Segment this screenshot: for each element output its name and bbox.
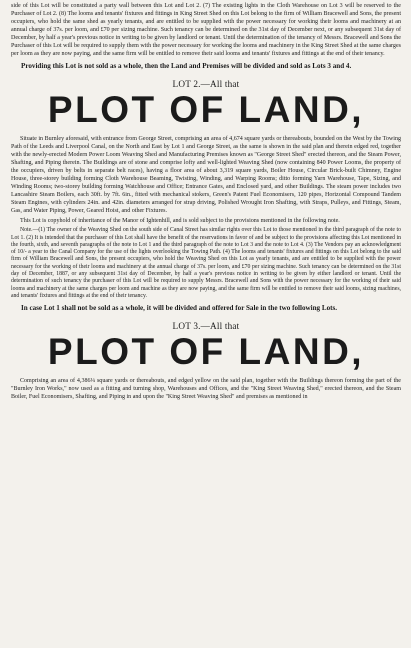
lot-2-heading: LOT 2.—All that	[172, 78, 240, 89]
lot-2-description: Situate in Burnley aforesaid, with entrance from George Street, comprising an area of 4,674 square yards or thereabouts, bounded on the West by the Towing Path of the Leeds and Liverpool Canal, on the North and East by Lot 1 and George Street, as the same is shown in the said plan and therein edged red, together with the newly-erected Modern Power Loom Weaving Shed and Manufacturing Premises known as "George Street Shed" erected thereon, and the Steam Power, Shafting, and Piping therein. The Buildings are of stone and comprise lofty and well-lighted Weaving Shed (now containing 840 Power Looms, the property of the occupiers, driven by belts in separate belt races), having a floor area of about 3,319 square yards, Boiler House, Circular Brick-built Chimney, Engine House, three-storey building forming Cloth Warehouse Beaming, Twisting, Winding, and Warping Rooms; ditto forming Yarn Warehouse, Tape, Sizing, and Winding Rooms; two-storey building forming Watchhouse and Office; Entrance Gates, and Enclosed yard, and other Buildings. The steam power includes two Lancashire Steam Boilers, each 30ft. by 7ft. 6in., fitted with mechanical stokers, Green's Patent Fuel Economisers, 120 pipes, Horizontal Compound Tandem Steam Engines, with cylinders 24in. and 42in. diameters arranged for strap driving, Polished Wrought Iron Shafting, with Straps, Pulleys, and Fittings, Steam, Gas, and Water Piping, Power, Geared Hoist, and other Fixtures.	[11, 135, 401, 215]
lot-2-title: PLOT OF LAND,	[47, 88, 365, 130]
lot-3-title: PLOT OF LAND,	[47, 330, 365, 372]
intro-paragraph: side of this Lot will be constituted a party wall between this Lot and Lot 2. (7) The existing lights in the Cloth Warehouse on Lot 3 will be reserved to the Purchaser of Lot 2. (8) The looms and tenants' fixtures and fittings in King Street Shed on this Lot belong to the firm of William Bracewell and Sons, the present occupiers, who hold the same shed as yearly tenants, and are entitled to be supplied with the power necessary for working their looms and machinery at an annual charge of 37s. per loom, and £70 per sizing machine. Such tenancy can be determined on the 31st day of December next, or any subsequent 31st day of December, by half a year's previous notice in writing to be given by landlord or tenant. Until the determination of the tenancy of Messrs. Bracewell and Sons the Purchaser of this Lot will be required to supply them with the power necessary for working the looms and machinery in the King Street Shed at the same charges per loom as they are now paying, and the same firm will be entitled to remove their said looms and tenants' fixtures and fittings at the end of their tenancy.	[11, 3, 401, 58]
lot-3-description: Comprising an area of 4,386¼ square yards or thereabouts, and edged yellow on the said plan, together with the Buildings thereon forming the part of the "Burnley Iron Works," now used as a fitting and turning shop, Warehouses and Offices, and the "King Street Weaving Shed," erected thereon, and the Steam Boiler, Fuel Economisers, Shafting, and Piping in and upon the "King Street Weaving Shed" and premises as mentioned in	[11, 377, 401, 400]
division-notice: Providing this Lot is not sold as a whole, then the Land and Premises will be divided and sold as Lots 3 and 4.	[21, 62, 352, 71]
lot-3-heading: LOT 3.—All that	[172, 320, 240, 331]
lot-2-tenure: This Lot is copyhold of inheritance of the Manor of Ightenhill, and is sold subject to the provisions mentioned in the following note.	[20, 218, 340, 225]
lot-2-note: Note.—(1) The owner of the Weaving Shed on the south side of Canal Street has similar rights over this Lot to those mentioned in the third paragraph of the note to Lot 1. (2) It is intended that the purchaser of this Lot shall have the benefit of the reservations in favor of and be subject to the provisions affecting this Lot mentioned in the fourth, sixth, and seventh paragraphs of the note to Lot 1 and the third paragraph of the note to Lot 3 and the note to Lot 4. (3) The Vendors pay an acknowledgment of 10/- a year to the Canal Company for the use of the lights overlooking the Towing Path. (4) The looms and tenants' fixtures and fittings on this Lot belong to the said firm of William Bracewell and Sons, the present occupiers, who hold the Weaving Shed on this Lot as yearly tenants, and are entitled to be supplied with the power necessary for the working of their looms and machinery at the annual charge of 37s. per loom, and £70 per sizing machine. Such tenancy can be determined on the 31st day of December, 1887, or any subsequent 31st day of December, by half a year's previous notice in writing to be given by either landlord or tenant. Until the determination of such tenancy the purchaser of this Lot will be required to supply Messrs. Bracewell and Sons with the power necessary for the working of their said looms and machinery at the same charges per loom and machine as they are now paying, and the same firm will be entitled to remove their said looms, sizing machines, and tenants' fixtures and fittings at the end of their tenancy.	[11, 227, 401, 299]
lot-division-notice: In case Lot 1 shall not be sold as a whole, it will be divided and offered for Sale in the two following Lots.	[21, 304, 338, 313]
